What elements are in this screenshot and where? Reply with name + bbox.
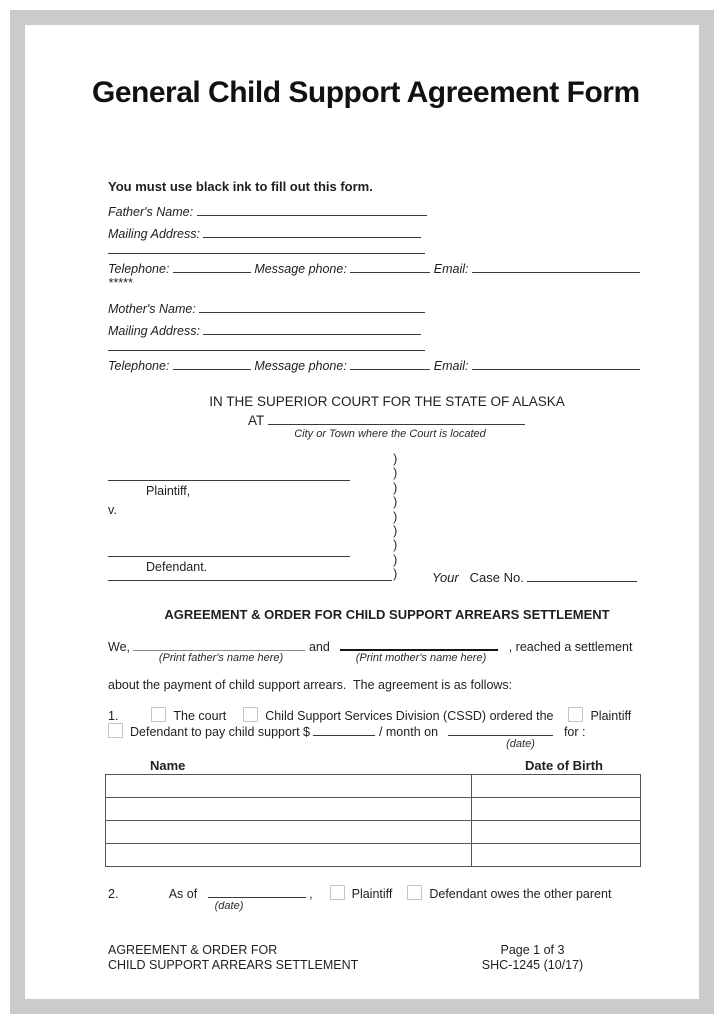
paren-glyph: ) <box>393 508 398 524</box>
table-row <box>106 798 641 821</box>
case-number-field[interactable] <box>527 569 637 582</box>
about-arrears-text: about the payment of child support arrears. The agreement is as follows: <box>108 678 513 692</box>
father-address-row <box>108 225 421 243</box>
mother-name-row <box>108 300 425 318</box>
item2-plaintiff-checkbox[interactable] <box>330 885 345 900</box>
case-number-row <box>432 569 637 586</box>
table-name-header: Name <box>150 758 186 773</box>
mother-name-label: Mother's Name: <box>108 302 196 316</box>
item2-comma: , <box>309 887 313 901</box>
versus-label: v. <box>108 503 117 517</box>
child-dob-cell[interactable] <box>472 798 641 821</box>
father-name-field[interactable] <box>197 203 427 216</box>
paren-glyph: ) <box>393 537 398 553</box>
item2-number: 2. <box>108 887 119 901</box>
father-printed-name-hint: (Print father's name here) <box>158 652 284 664</box>
children-table <box>105 774 641 867</box>
mother-printed-name-field[interactable] <box>340 637 498 651</box>
table-row <box>106 821 641 844</box>
mother-telephone-field[interactable] <box>173 357 251 370</box>
caption-bottom-field[interactable] <box>108 580 392 581</box>
footer-doc-line2: CHILD SUPPORT ARREARS SETTLEMENT <box>108 957 359 972</box>
mother-message-phone-field[interactable] <box>350 357 430 370</box>
as-of-label: As of <box>168 887 198 901</box>
father-telephone-label: Telephone: <box>108 262 170 276</box>
page-frame <box>10 10 714 1014</box>
child-dob-cell[interactable] <box>472 844 641 867</box>
defendant-label: Defendant. <box>146 560 208 574</box>
mother-name-field[interactable] <box>199 300 425 313</box>
child-name-cell[interactable] <box>106 821 472 844</box>
item1-number: 1. <box>108 709 119 723</box>
child-dob-cell[interactable] <box>472 775 641 798</box>
item2-defendant-checkbox[interactable] <box>407 885 422 900</box>
child-name-cell[interactable] <box>106 844 472 867</box>
father-telephone-field[interactable] <box>173 260 251 273</box>
mother-message-phone-label: Message phone: <box>254 359 347 373</box>
black-ink-instruction: You must use black ink to fill out this form. <box>108 179 373 194</box>
item2-date-field[interactable] <box>208 885 306 898</box>
father-address-label: Mailing Address: <box>108 227 200 241</box>
paren-glyph: ) <box>393 551 398 567</box>
court-location-field[interactable] <box>268 411 525 425</box>
paren-glyph: ) <box>393 566 398 582</box>
item1-plaintiff-label: Plaintiff <box>590 709 632 723</box>
court-checkbox[interactable] <box>151 707 166 722</box>
footer-page-info <box>445 943 620 972</box>
paren-glyph: ) <box>393 479 398 495</box>
case-number-label: Case No. <box>469 570 524 585</box>
mother-address-label: Mailing Address: <box>108 324 200 338</box>
footer-page-number: Page 1 of 3 <box>500 943 565 957</box>
court-option-label: The court <box>173 709 227 723</box>
we-label: We, <box>108 640 130 654</box>
case-caption-block <box>50 452 724 594</box>
section-separator: ***** <box>108 276 133 290</box>
and-label: and <box>308 640 330 654</box>
court-at-label: AT <box>248 413 265 428</box>
child-dob-cell[interactable] <box>472 821 641 844</box>
father-email-label: Email: <box>433 262 469 276</box>
defendant-name-field[interactable] <box>108 556 350 557</box>
agreement-heading: AGREEMENT & ORDER FOR CHILD SUPPORT ARREARS SETTLEMENT <box>164 607 610 622</box>
cssd-option-label: Child Support Services Division (CSSD) ordered the <box>265 709 554 723</box>
paren-glyph: ) <box>393 523 398 539</box>
father-message-phone-label: Message phone: <box>254 262 347 276</box>
item1-defendant-checkbox[interactable] <box>108 723 123 738</box>
page-title: General Child Support Agreement Form <box>92 76 640 109</box>
father-printed-name-field[interactable] <box>133 638 305 651</box>
reached-settlement-text: , reached a settlement <box>508 640 633 654</box>
cssd-checkbox[interactable] <box>243 707 258 722</box>
support-date-field[interactable] <box>448 723 553 736</box>
footer-form-number: SHC-1245 (10/17) <box>481 957 584 972</box>
item1-defendant-text: Defendant to pay child support $ <box>130 725 310 739</box>
table-row <box>106 844 641 867</box>
court-heading: IN THE SUPERIOR COURT FOR THE STATE OF ALASKA <box>209 394 565 409</box>
for-label: for : <box>563 725 586 739</box>
table-dob-header: Date of Birth <box>525 758 603 773</box>
father-name-row <box>108 203 427 221</box>
paren-glyph: ) <box>393 465 398 481</box>
father-phone-row <box>108 260 640 278</box>
child-name-cell[interactable] <box>106 798 472 821</box>
mother-printed-name-hint: (Print mother's name here) <box>355 652 487 664</box>
form-page <box>50 50 724 1024</box>
mother-address-row <box>108 322 421 340</box>
item2-defendant-text: Defendant owes the other parent <box>429 887 612 901</box>
father-email-field[interactable] <box>472 260 640 273</box>
court-location-hint: City or Town where the Court is located <box>294 428 486 440</box>
mother-email-field[interactable] <box>472 357 640 370</box>
father-address-field[interactable] <box>203 225 421 238</box>
father-message-phone-field[interactable] <box>350 260 430 273</box>
per-month-label: / month on <box>378 725 439 739</box>
table-row <box>106 775 641 798</box>
support-amount-field[interactable] <box>313 723 375 736</box>
plaintiff-label: Plaintiff, <box>146 484 191 498</box>
case-number-your: Your <box>432 570 459 585</box>
item1-plaintiff-checkbox[interactable] <box>568 707 583 722</box>
mother-phone-row <box>108 357 640 375</box>
father-address-field-line2[interactable] <box>108 253 425 254</box>
item1-date-hint: (date) <box>506 738 535 750</box>
item2-date-hint: (date) <box>214 900 244 912</box>
caption-paren-column <box>393 452 397 582</box>
item2-plaintiff-label: Plaintiff <box>351 887 393 901</box>
footer-doc-title <box>108 943 358 972</box>
plaintiff-name-field[interactable] <box>108 480 350 481</box>
mother-telephone-label: Telephone: <box>108 359 170 373</box>
mother-address-field[interactable] <box>203 322 421 335</box>
mother-address-field-line2[interactable] <box>108 350 425 351</box>
paren-glyph: ) <box>393 451 398 466</box>
child-name-cell[interactable] <box>106 775 472 798</box>
paren-glyph: ) <box>393 494 398 510</box>
footer-doc-line1: AGREEMENT & ORDER FOR <box>108 943 278 957</box>
father-name-label: Father's Name: <box>108 205 194 219</box>
mother-email-label: Email: <box>433 359 469 373</box>
item1-line1 <box>108 707 631 725</box>
